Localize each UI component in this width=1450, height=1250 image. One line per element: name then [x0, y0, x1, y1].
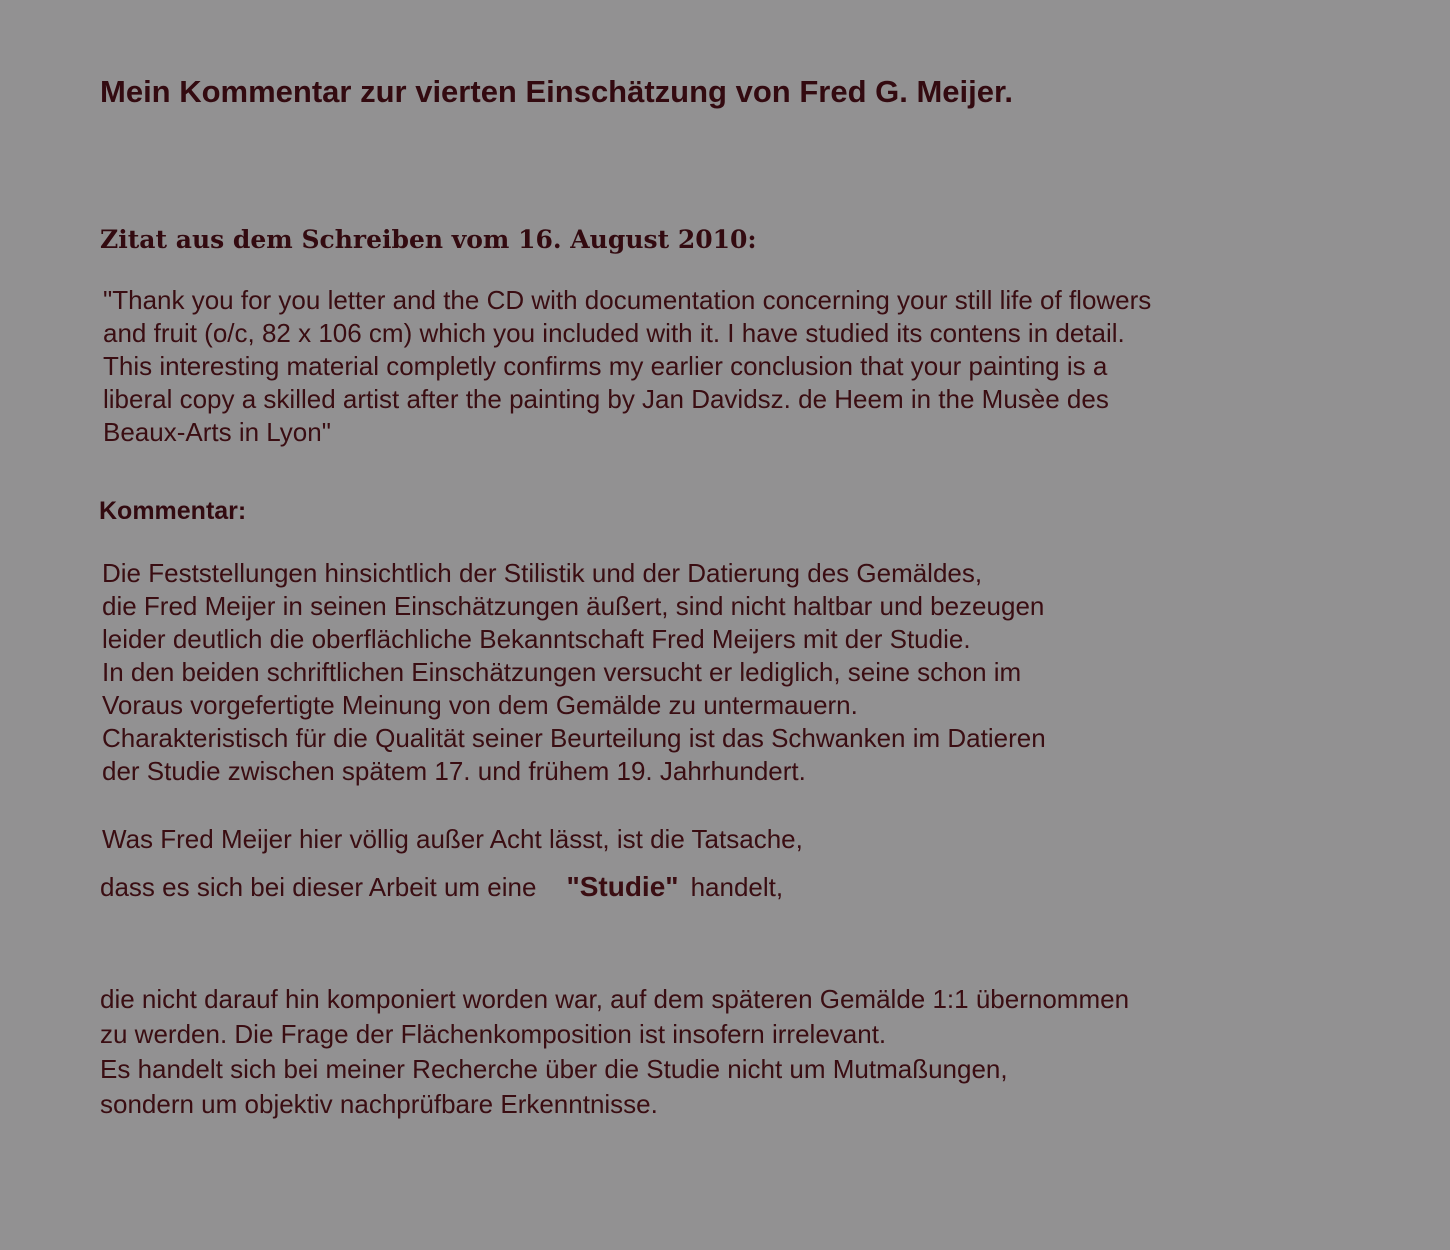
studie-emphasis: "Studie" [566, 871, 679, 902]
closing-line: zu werden. Die Frage der Flächenkomposition ist insofern irrelevant. [100, 1019, 887, 1049]
quote-line: and fruit (o/c, 82 x 106 cm) which you included with it. I have studied its contens in detail. [103, 318, 1125, 348]
page-title: Mein Kommentar zur vierten Einschätzung von Fred G. Meijer. [100, 74, 1013, 109]
closing-text [100, 982, 1129, 1122]
quote-text [103, 284, 1151, 449]
fact-text-before: dass es sich bei dieser Arbeit um eine [100, 872, 537, 902]
fact-text-after: handelt, [690, 872, 784, 902]
closing-line: Es handelt sich bei meiner Recherche über die Studie nicht um Mutmaßungen, [100, 1054, 1008, 1084]
fact-line-studie [100, 868, 783, 906]
closing-line: die nicht darauf hin komponiert worden war, auf dem späteren Gemälde 1:1 übernommen [100, 984, 1130, 1014]
quote-line: "Thank you for you letter and the CD with documentation concerning your still life of flowers [103, 285, 1152, 315]
fact-line: Was Fred Meijer hier völlig außer Acht lässt, ist die Tatsache, [102, 824, 803, 854]
comment-line: Voraus vorgefertigte Meinung von dem Gemälde zu untermauern. [102, 690, 858, 720]
quote-heading: Zitat aus dem Schreiben vom 16. August 2010: [100, 225, 757, 254]
comment-line: Charakteristisch für die Qualität seiner Beurteilung ist das Schwanken im Datieren [102, 723, 1046, 753]
comment-line: leider deutlich die oberflächliche Bekanntschaft Fred Meijers mit der Studie. [102, 624, 971, 654]
comment-line: die Fred Meijer in seinen Einschätzungen äußert, sind nicht haltbar und bezeugen [102, 591, 1045, 621]
comment-line: Die Feststellungen hinsichtlich der Stilistik und der Datierung des Gemäldes, [102, 558, 983, 588]
comment-line: der Studie zwischen spätem 17. und frühem 19. Jahrhundert. [102, 756, 806, 786]
quote-line: This interesting material completly confirms my earlier conclusion that your painting is a [103, 351, 1108, 381]
closing-line: sondern um objektiv nachprüfbare Erkenntnisse. [100, 1089, 658, 1119]
comment-heading: Kommentar: [99, 497, 247, 525]
quote-line: liberal copy a skilled artist after the painting by Jan Davidsz. de Heem in the Musèe des [103, 384, 1109, 414]
quote-line: Beaux-Arts in Lyon" [103, 417, 331, 447]
comment-text [102, 557, 1046, 788]
comment-line: In den beiden schriftlichen Einschätzungen versucht er lediglich, seine schon im [102, 657, 1022, 687]
